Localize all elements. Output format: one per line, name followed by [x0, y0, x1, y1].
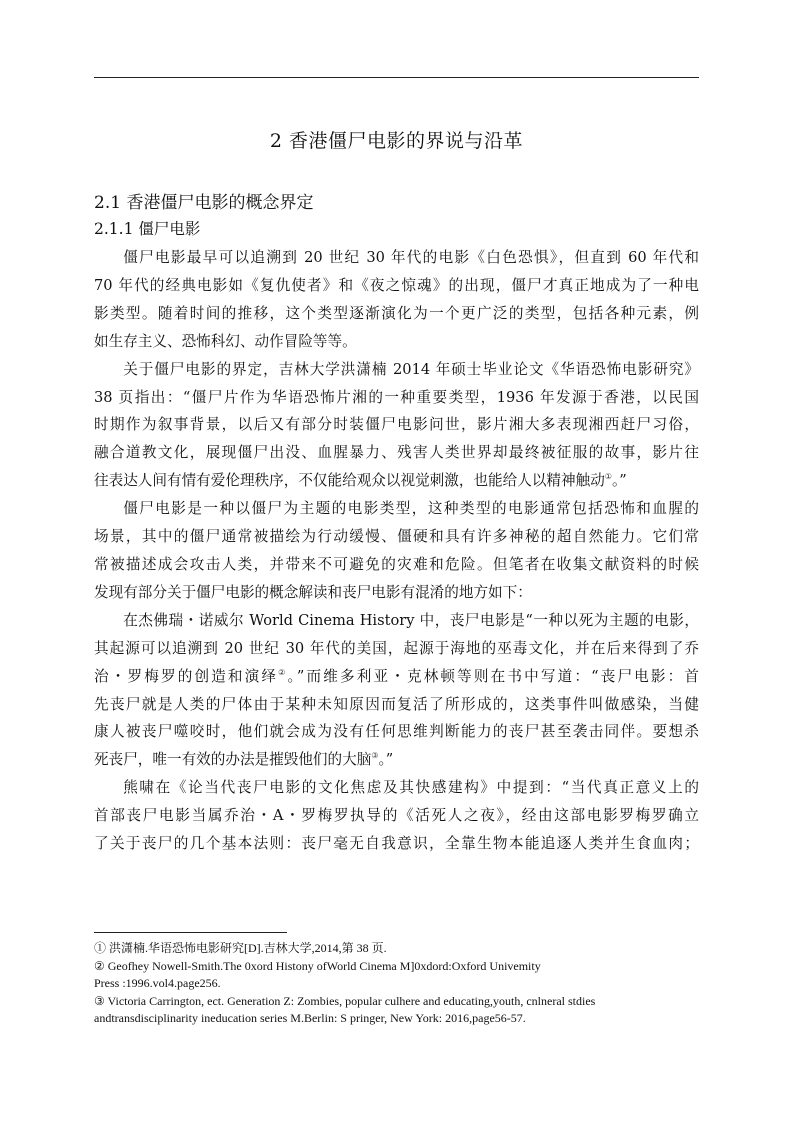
text-line: 发现有部分关于僵尸电影的概念解读和丧尸电影有混淆的地方如下：	[94, 583, 532, 601]
text-line	[65, 663, 699, 691]
chapter-title: 2 香港僵尸电影的界说与沿革	[269, 130, 524, 152]
footnotes	[94, 940, 699, 1028]
footnote-1: ① 洪潇楠.华语恐怖电影研究[D].吉林大学,2014,第 38 页.	[94, 941, 387, 955]
text-line: 如生存主义、恐怖科幻、动作冒险等等。	[94, 332, 357, 350]
footnote-mark: ③	[371, 751, 379, 761]
footnote-2: ② Geofhey Nowell-Smith.The 0xord Histony ofWorld Cinema M]0xdord:Oxford Univemity	[94, 958, 541, 973]
footnote-3-continued: andtransdisciplinarity ineducation series M.Berlin: S pringer, New York: 2016,page56-57.	[94, 1011, 526, 1026]
section-heading: 2.1 香港僵尸电影的概念界定	[94, 193, 314, 213]
text-line: 关于僵尸电影的界定，吉林大学洪潇楠 2014 年硕士毕业论文《华语恐怖电影研究》	[123, 360, 699, 378]
text-line	[65, 467, 699, 495]
text-segment: 往表达人间有情有爱伦理秩序，不仅能给观众以视觉刺激，也能给人以精神触动	[94, 472, 605, 490]
text-line: 38 页指出：“僵尸片作为华语恐怖片湘的一种重要类型，1936 年发源于香港，以民国	[94, 388, 699, 406]
text-line: 僵尸电影最早可以追溯到 20 世纪 30 年代的电影《白色恐惧》，但直到 60 年代和	[123, 249, 699, 266]
text-line: 其起源可以追溯到 20 世纪 30 年代的美国，起源于海地的巫毒文化，并在后来得到了乔	[94, 639, 699, 657]
paragraph	[94, 244, 699, 356]
subsection-heading: 2.1.1 僵尸电影	[94, 220, 201, 238]
text-line: 70 年代的经典电影如《复仇使者》和《夜之惊魂》的出现，僵尸才真正地成为了一种电	[94, 276, 699, 294]
footnote-rule	[94, 932, 287, 933]
text-line: 僵尸电影是一种以僵尸为主题的电影类型，这种类型的电影通常包括恐怖和血腥的	[123, 500, 699, 518]
paragraph	[94, 495, 699, 607]
text-segment: 。”	[378, 751, 394, 769]
text-segment: 。”而维多利亚・克林顿等则在书中写道：“丧尸电影：首	[287, 667, 699, 685]
footnote-mark: ①	[604, 472, 612, 482]
text-line: 常被描述成会攻击人类，并带来不可避免的灾难和危险。但笔者在收集文献资料的时候	[94, 555, 699, 573]
text-line	[65, 746, 699, 774]
text-line: 影类型。随着时间的推移，这个类型逐渐演化为一个更广泛的类型，包括各种元素，例	[94, 304, 699, 322]
text-segment: 死丧尸，唯一有效的办法是摧毁他们的大脑	[94, 751, 372, 769]
paragraph	[94, 774, 699, 858]
text-segment: 。”	[611, 472, 627, 490]
footnote-mark: ②	[278, 667, 288, 677]
paragraph	[94, 607, 699, 774]
text-line: 在杰佛瑞・诺威尔 World Cinema History 中，丧尸电影是“一种以死为主题的电影，	[123, 611, 699, 629]
text-line: 融合道教文化，展现僵尸出没、血腥暴力、残害人类世界却最终被征服的故事，影片往	[94, 444, 699, 462]
text-line: 时期作为叙事背景，以后又有部分时装僵尸电影问世，影片湘大多表现湘西赶尸习俗，	[94, 416, 699, 434]
header-rule	[94, 77, 699, 78]
text-line: 康人被丧尸噬咬时，他们就会成为没有任何思维判断能力的丧尸甚至袭击同伴。要想杀	[94, 723, 699, 741]
text-line: 熊啸在《论当代丧尸电影的文化焦虑及其快感建构》中提到：“当代真正意义上的	[123, 779, 699, 797]
text-line: 首部丧尸电影当属乔治・A・罗梅罗执导的《活死人之夜》，经由这部电影罗梅罗确立	[94, 807, 699, 825]
text-line: 了关于丧尸的几个基本法则：丧尸毫无自我意识，全靠生物本能追逐人类并生食血肉；	[94, 835, 699, 853]
text-line: 先丧尸就是人类的尸体由于某种未知原因而复活了所形成的，这类事件叫做感染，当健	[94, 695, 699, 713]
footnote-2-continued: Press :1996.vol4.page256.	[94, 976, 221, 991]
text-line: 场景，其中的僵尸通常被描绘为行动缓慢、僵硬和具有许多神秘的超自然能力。它们常	[94, 528, 699, 546]
paragraph	[94, 356, 699, 496]
body-text	[94, 244, 699, 858]
text-segment: 治・罗梅罗的创造和演绎	[94, 667, 279, 685]
footnote-3: ③ Victoria Carrington, ect. Generation Z: Zombies, popular culhere and educating,youth, cnlneral stdies	[94, 993, 596, 1008]
